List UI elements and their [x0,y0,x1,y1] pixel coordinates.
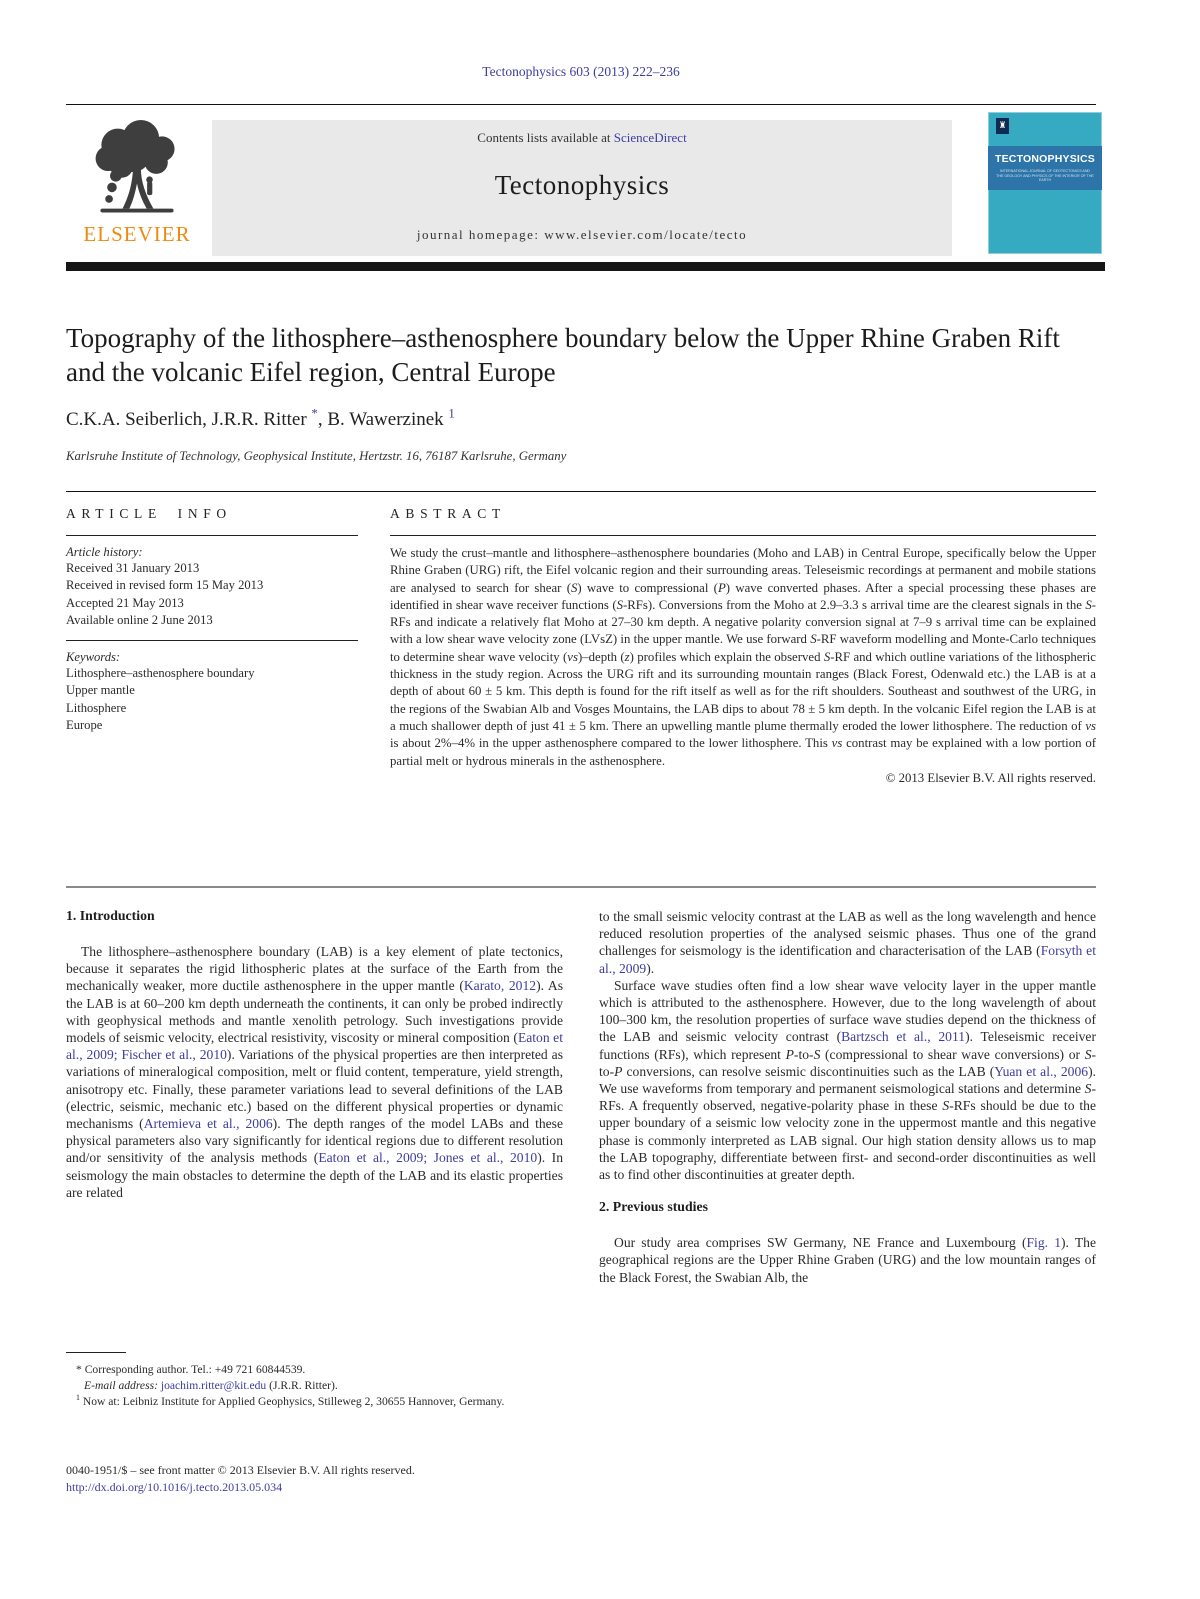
previous-studies-paragraph: Our study area comprises SW Germany, NE France and Luxembourg (Fig. 1). The geographical regions are the Upper Rhine Graben (URG) and the low mountain ranges of the Black Forest, the Swabian Alb, the [599,1235,1096,1285]
body-right-column [599,908,1096,1286]
journal-reference: Tectonophysics 603 (2013) 222–236 [482,64,680,79]
inline-link[interactable]: http://dx.doi.org/10.1016/j.tecto.2013.05.034 [66,1480,283,1494]
journal-banner [212,120,952,256]
history-label: Article history: [66,545,143,559]
corresponding-author-footnote: * Corresponding author. Tel.: +49 721 60844539. [76,1363,306,1376]
article-info-heading: ARTICLE INFO [66,506,232,521]
footer-block [66,1462,666,1496]
footnotes-block [66,1352,563,1409]
article-title: Topography of the lithosphere–asthenosphere boundary below the Upper Rhine Graben Rift and the volcanic Eifel region, Central Europe [66,323,1060,387]
info-top-divider [66,491,1096,492]
cover-journal-subtitle: INTERNATIONAL JOURNAL OF GEOTECTONICS AND THE GEOLOGY AND PHYSICS OF THE INTERIOR OF THE EARTH [996,169,1094,183]
journal-homepage-link[interactable]: journal homepage: www.elsevier.com/locate/tecto [416,227,748,242]
article-info-rule [66,535,358,536]
inline-link[interactable]: Eaton et al., 2009; Jones et al., 2010 [318,1150,538,1166]
masthead [66,120,1096,256]
keywords-label: Keywords: [66,650,121,665]
inline-link[interactable]: Forsyth et al., 2009 [599,943,1096,976]
inline-link[interactable]: Artemieva et al., 2006 [143,1116,273,1132]
cover-title-band [988,146,1102,190]
history-item: Received in revised form 15 May 2013 [66,578,264,593]
inline-link[interactable]: Bartzsch et al., 2011 [841,1029,966,1045]
abstract-column [390,506,1096,787]
contents-lists-line: Contents lists available at ScienceDirect [477,130,687,145]
affiliation-line: Karlsruhe Institute of Technology, Geophysical Institute, Hertzstr. 16, 76187 Karlsruhe, Germany [66,449,567,463]
issn-line: 0040-1951/$ – see front matter © 2013 Elsevier B.V. All rights reserved. [66,1463,415,1477]
top-divider [66,104,1096,105]
journal-title: Tectonophysics [494,170,670,200]
body-left-column [66,908,563,1286]
elsevier-wordmark: ELSEVIER [83,222,191,246]
footnote-divider [66,1352,126,1353]
section-heading-introduction: 1. Introduction [66,908,155,923]
article-body [66,908,1096,1286]
abstract-rule [390,535,1096,536]
keywords-rule [66,640,358,641]
history-item: Available online 2 June 2013 [66,612,213,627]
keyword-item: Lithosphere–asthenosphere boundary [66,666,255,681]
inline-link[interactable]: Eaton et al., 2009; Fischer et al., 2010 [66,1030,563,1063]
inline-link[interactable]: joachim.ritter@kit.edu [160,1378,267,1392]
article-info-column [66,506,358,787]
email-footnote: E-mail address: joachim.ritter@kit.edu (J.R.R. Ritter). [84,1378,338,1392]
history-item: Accepted 21 May 2013 [66,595,184,610]
doi-link [66,1479,666,1496]
history-item: Received 31 January 2013 [66,561,200,575]
intro-paragraph: The lithosphere–asthenosphere boundary (LAB) is a key element of plate tectonics, because it separates the rigid lithospheric plates at the surface of the Earth from the mechanically weaker, more ductile asthenosphere in the upper mantle (Karato, 2012). As the LAB is at 60–200 km depth underneath the continents, it can only be probed indirectly with geophysical methods and mantle xenolith petrology. Such investigations provide models of seismic velocity, electrical resistivity, viscosity or mineral composition (Eaton et al., 2009; Fischer et al., 2010). Variations of the physical properties are then interpreted as variations of mineralogical composition, melt or fluid content, temperature, yield strength, anisotropy etc. Finally, these parameter variations lead to several definitions of the LAB (electric, seismic, mechanic etc.) based on the different physical properties or dynamic mechanisms (Artemieva et al., 2006). The depth ranges of the model LABs and these physical parameters also vary significantly for identical regions due to different resolution and/or sensitivity of the analysis methods (Eaton et al., 2009; Jones et al., 2010). In seismology the main obstacles to determine the depth of the LAB and its elastic properties are related [66,944,564,1200]
cover-elsevier-mini-icon: ♜ [996,118,1009,134]
now-at-footnote: $^1$ Now at: Leibniz Institute for Applied Geophysics, Stilleweg 2, 30655 Hannover, Germany. [76,1392,505,1408]
elsevier-tree-icon [66,120,208,224]
inline-link[interactable]: Karato, 2012 [463,978,537,994]
masthead-bottom-bar [66,262,1105,271]
inline-link[interactable]: 1 [448,405,455,421]
elsevier-logo[interactable] [66,120,208,256]
inline-link[interactable]: ScienceDirect [613,130,687,145]
journal-cover-thumbnail[interactable] [988,112,1102,254]
abstract-heading: ABSTRACT [390,506,506,521]
abstract-text: We study the crust–mantle and lithosphere–asthenosphere boundaries (Moho and LAB) in Central Europe, specifically below the Upper Rhine Graben (URG) rift, the Eifel volcanic region and their surrounding areas. Teleseismic recordings at permanent and mobile stations are analysed to search for shear (S) wave to compressional (P) wave converted phases. After a special processing these phases are identified in shear wave receiver functions (S-RFs). Conversions from the Moho at 2.9–3.3 s arrival time are the clearest signals in the S-RFs and indicate a relatively flat Moho at 27–30 km depth. A negative polarity conversion signal at 7–9 s arrival time can be explained with a low shear wave velocity zone (LVsZ) in the upper mantle. We use forward S-RF waveform modelling and Monte-Carlo techniques to determine shear wave velocity (vs)–depth (z) profiles which explain the observed S-RF and which outline variations of the lithospheric thickness in the study region. Across the URG rift and its surrounding mountain ranges (Black Forest, Odenwald etc.) the LAB is at a depth of about 60 ± 5 km. This depth is found for the rift itself as well as for the rift shoulders. Southeast and southwest of the URG, in the regions of the Swabian Alb and Vosges Mountains, the LAB dips to about 78 ± 5 km depth. In the volcanic Eifel region the LAB is at a much shallower depth of just 41 ± 5 km. There an upwelling mantle plume thermally eroded the lower lithosphere. The reduction of vs is about 2%–4% in the upper asthenosphere compared to the lower lithosphere. This vs contrast may be explained with a low portion of partial melt or hydrous minerals in the asthenosphere. [390,546,1096,768]
keyword-item: Lithosphere [66,700,127,715]
keyword-item: Europe [66,718,103,733]
section-heading-previous-studies: 2. Previous studies [599,1199,708,1215]
keyword-item: Upper mantle [66,683,135,698]
inline-link[interactable]: Fig. 1 [1026,1235,1061,1251]
surface-wave-paragraph: Surface wave studies often find a low shear wave velocity layer in the upper mantle which is attributed to the asthenosphere. However, due to the long wavelength of about 100–300 km, the resolution properties of surface wave studies depend on the thickness of the LAB and seismic velocity contrast (Bartzsch et al., 2011). Teleseismic receiver functions (RFs), which represent P-to-S (compressional to shear wave conversions) or S-to-P conversions, can resolve seismic discontinuities such as the LAB (Yuan et al., 2006). We use waveforms from temporary and permanent seismological stations and determine S-RFs. A frequently observed, negative-polarity phase in these S-RFs should be due to the upper boundary of a seismic low velocity zone in the uppermost mantle and this negative phase is commonly interpreted as LAB signal. Our high station density allows us to map the LAB topography, differentiate between first- and second-order discontinuities as well as to find other discontinuities at greater depth. [599,977,1097,1183]
abstract-copyright: © 2013 Elsevier B.V. All rights reserved. [885,770,1096,785]
cover-journal-title: TECTONOPHYSICS [994,153,1096,165]
inline-link[interactable]: Yuan et al., 2006 [994,1063,1089,1079]
info-abstract-block [66,506,1096,787]
author-line: C.K.A. Seiberlich, J.R.R. Ritter *, B. Wawerzinek $^1$ [66,405,455,430]
abstract-bottom-divider [66,886,1096,888]
intro-paragraph-continued: to the small seismic velocity contrast at the LAB as well as the long wavelength and hence reduced resolution properties of the analysed seismic phases. Thus one of the grand challenges for seismology is the identification and characterisation of the LAB (Forsyth et al., 2009). [599,909,1096,976]
inline-link[interactable]: * [311,405,318,421]
